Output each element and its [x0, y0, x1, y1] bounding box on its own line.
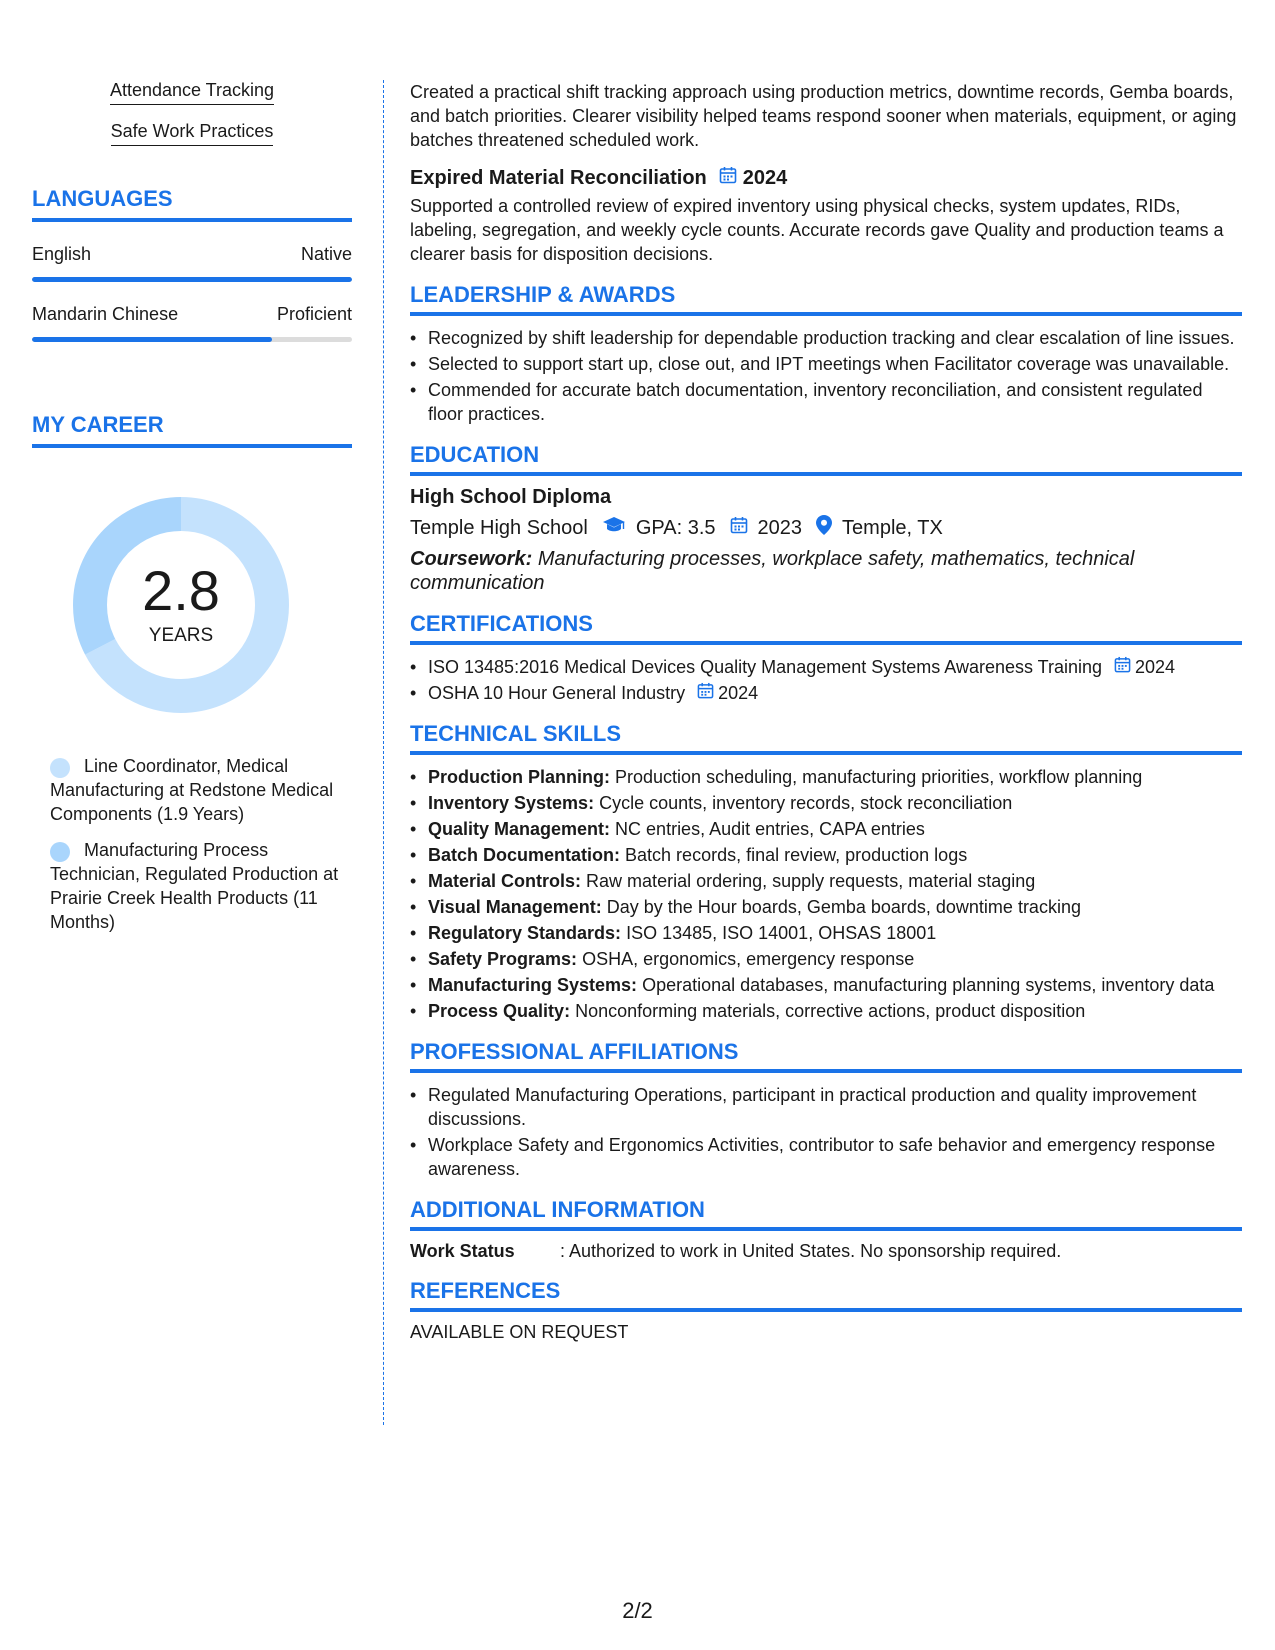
calendar-icon [730, 516, 748, 540]
list-item: • Commended for accurate batch documentation, inventory reconciliation, and consistent regulated floor practices. [410, 378, 1242, 426]
affiliations-heading: PROFESSIONAL AFFILIATIONS [410, 1039, 1242, 1073]
career-unit: YEARS [148, 625, 214, 646]
career-donut-chart [66, 490, 296, 720]
education-heading: EDUCATION [410, 442, 1242, 476]
skill-item: • Batch Documentation: Batch records, final review, production logs [410, 843, 1242, 867]
leadership-list [410, 326, 1242, 426]
additional-info-heading: ADDITIONAL INFORMATION [410, 1197, 1242, 1231]
career-heading: MY CAREER [32, 412, 352, 448]
skill-item: • Safety Programs: OSHA, ergonomics, emergency response [410, 947, 1242, 971]
calendar-icon [1114, 655, 1131, 679]
language-bar-fill [32, 337, 272, 342]
technical-skills-heading: TECHNICAL SKILLS [410, 721, 1242, 755]
education-gpa: GPA: 3.5 [635, 516, 716, 539]
certification-item [410, 655, 1242, 679]
skill-item: • Visual Management: Day by the Hour boards, Gemba boards, downtime tracking [410, 895, 1242, 919]
left-column [32, 80, 352, 946]
language-bar [32, 337, 352, 342]
right-column [410, 80, 1242, 1343]
skill-item: • Regulatory Standards: ISO 13485, ISO 14001, OHSAS 18001 [410, 921, 1242, 945]
graduation-cap-icon [602, 516, 626, 540]
work-status-label: Work Status [410, 1241, 515, 1261]
languages-heading: LANGUAGES [32, 186, 352, 222]
intro-paragraph: Created a practical shift tracking approach using production metrics, downtime records, Gemba boards, and batch priorities. Clearer visibility helped teams respond sooner when materials, equipment, or aging batches threatened scheduled work. [410, 82, 1237, 150]
skill-item: • Inventory Systems: Cycle counts, inventory records, stock reconciliation [410, 791, 1242, 815]
language-level: Proficient [276, 304, 352, 324]
work-status-row [410, 1241, 1242, 1262]
education-location: Temple, TX [842, 516, 943, 539]
technical-skills-list [410, 765, 1242, 1023]
certifications-list [410, 655, 1242, 705]
skill-item: • Material Controls: Raw material ordering, supply requests, material staging [410, 869, 1242, 893]
education-details [410, 515, 1242, 541]
career-item: Manufacturing Process Technician, Regulated Production at Prairie Creek Health Products (11 Months) [50, 840, 339, 932]
language-level: Native [300, 244, 352, 264]
leadership-heading: LEADERSHIP & AWARDS [410, 282, 1242, 316]
certification-name: • ISO 13485:2016 Medical Devices Quality Management Systems Awareness Training [428, 657, 1103, 677]
language-bar [32, 277, 352, 282]
career-legend-dot [50, 758, 70, 778]
education-degree: High School Diploma [410, 486, 612, 508]
career-section [32, 412, 352, 934]
project-description: Supported a controlled review of expired inventory using physical checks, system updates, RIDs, labeling, segregation, and weekly cycle counts. Accurate records gave Quality and production teams a clearer basis for disposition decisions. [410, 196, 1224, 264]
references-text: AVAILABLE ON REQUEST [410, 1322, 629, 1342]
list-item: • Regulated Manufacturing Operations, participant in practical production and quality improvement discussions. [410, 1083, 1242, 1131]
skill-tag: Attendance Tracking [32, 80, 352, 105]
references-heading: REFERENCES [410, 1278, 1242, 1312]
location-pin-icon [816, 515, 832, 541]
skill-tag: Safe Work Practices [32, 121, 352, 146]
calendar-icon [697, 681, 714, 705]
certifications-heading: CERTIFICATIONS [410, 611, 1242, 645]
language-entry [32, 244, 352, 282]
certification-year: 2024 [718, 683, 759, 703]
language-entry [32, 304, 352, 342]
work-status-value: : Authorized to work in United States. No sponsorship required. [560, 1241, 1062, 1261]
skill-item: • Process Quality: Nonconforming materials, corrective actions, product disposition [410, 999, 1242, 1023]
column-divider [383, 80, 384, 1425]
affiliations-list [410, 1083, 1242, 1181]
project-year: 2024 [742, 166, 788, 189]
skill-item: • Manufacturing Systems: Operational databases, manufacturing planning systems, inventory data [410, 973, 1242, 997]
list-item: • Selected to support start up, close out, and IPT meetings when Facilitator coverage was unavailable. [410, 352, 1242, 376]
project-title: Expired Material Reconciliation [410, 166, 707, 189]
career-legend-dot [50, 842, 70, 862]
language-name: Mandarin Chinese [32, 304, 179, 324]
education-coursework: Coursework: Manufacturing processes, workplace safety, mathematics, technical communication [410, 548, 1135, 594]
certification-year: 2024 [1135, 657, 1176, 677]
language-bar-fill [32, 277, 352, 282]
calendar-icon [719, 166, 737, 190]
list-item: • Workplace Safety and Ergonomics Activities, contributor to safe behavior and emergency response awareness. [410, 1133, 1242, 1181]
page-number: 2/2 [622, 1598, 653, 1623]
education-school: Temple High School [410, 516, 588, 539]
career-total: 2.8 [142, 559, 220, 622]
language-name: English [32, 244, 92, 264]
list-item: • Recognized by shift leadership for dependable production tracking and clear escalation of line issues. [410, 326, 1242, 350]
skill-item: • Quality Management: NC entries, Audit entries, CAPA entries [410, 817, 1242, 841]
skill-item: • Production Planning: Production scheduling, manufacturing priorities, workflow planning [410, 765, 1242, 789]
career-item: Line Coordinator, Medical Manufacturing at Redstone Medical Components (1.9 Years) [50, 756, 334, 824]
career-list [32, 754, 352, 934]
education-year: 2023 [757, 516, 803, 539]
certification-name: • OSHA 10 Hour General Industry [428, 683, 686, 703]
certification-item [410, 681, 1242, 705]
project-title-row [410, 166, 1242, 190]
